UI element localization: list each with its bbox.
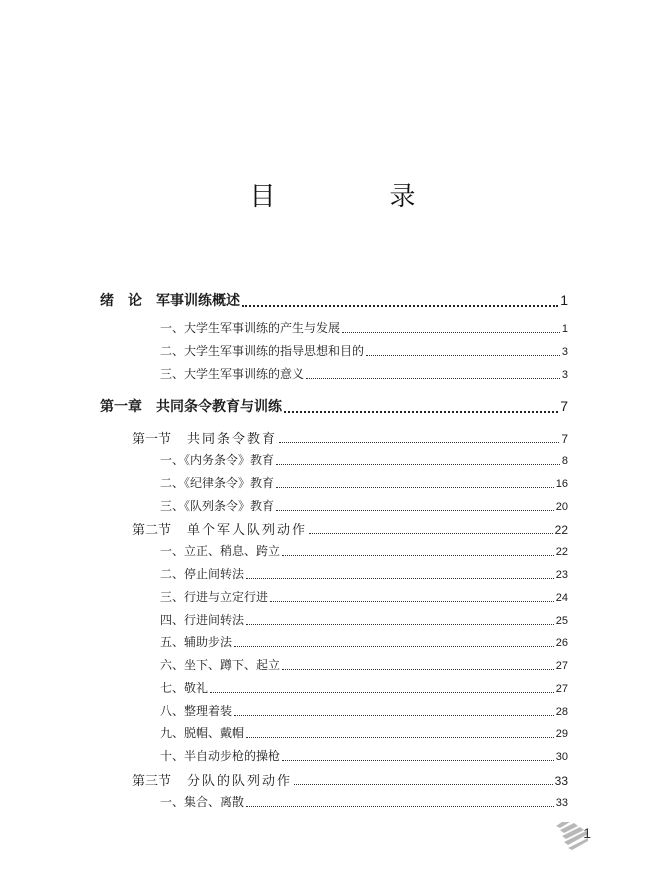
toc-leader-dots [306,378,560,379]
toc-item-row [160,565,568,582]
toc-entry-label [160,747,280,764]
toc-leader-dots [210,692,554,693]
toc-entry-label [160,451,274,468]
toc-entry-label [132,519,307,538]
toc-leader-dots [234,646,554,647]
toc-entry-label [160,342,364,359]
toc-entry-label [160,565,244,582]
toc-entry-title: 二、《纪律条令》教育 [160,476,275,490]
toc-leader-dots [282,555,554,556]
toc-leader-dots [246,737,554,738]
toc-entry-title: 九、脱帽、戴帽 [160,726,245,740]
toc-page-number: 33 [555,797,568,809]
toc-leader-dots [279,442,559,443]
toc-entry-title: 三、《队列条令》教育 [160,499,275,513]
page-title: 目 录 [249,182,460,212]
toc-section-row [132,519,568,538]
toc-page-number: 3 [561,369,568,381]
toc-entry-title: 四、行进间转法 [160,613,245,627]
toc-page-number: 7 [561,432,568,446]
toc-entry-title: 六、坐下、蹲下、起立 [160,658,281,672]
toc-leader-dots [342,332,560,333]
toc-entry-title: 一、《内务条令》教育 [160,453,275,467]
toc-entry-title: 共同条令教育 [187,432,278,447]
toc-page-number: 23 [555,569,568,581]
toc-entry-label [160,633,232,650]
toc-entry-label [160,656,280,673]
toc-page-number: 33 [554,774,568,788]
toc-item-row [160,793,568,810]
toc-entry-label [160,702,232,719]
toc-page-number: 28 [555,706,568,718]
toc-entry-label [160,679,208,696]
toc-page-number: 22 [555,546,568,558]
toc-leader-dots [366,355,560,356]
toc-page-number: 22 [554,523,568,537]
toc-item-row [160,474,568,491]
toc-page-number: 24 [555,592,568,604]
toc-page-number: 3 [561,346,568,358]
toc-entry-label [160,793,244,810]
toc-page-number: 20 [555,501,568,513]
toc-page-number: 29 [555,728,568,740]
toc-page-number: 27 [555,683,568,695]
toc-leader-dots [234,715,554,716]
toc-page-number: 7 [560,398,568,414]
toc-item-row [160,724,568,741]
toc-entry-title: 七、敬礼 [160,681,209,695]
toc-entry-label [160,474,274,491]
toc-leader-dots [242,305,558,307]
toc-entry-title: 一、立正、稍息、跨立 [160,544,281,558]
toc-entry-label [160,588,268,605]
toc-page-number: 30 [555,751,568,763]
toc-item-row [160,679,568,696]
toc-entry-title: 二、大学生军事训练的指导思想和目的 [160,344,365,358]
toc-item-row [160,656,568,673]
toc-item-row [160,365,568,382]
toc-entry-title: 一、集合、离散 [160,795,245,809]
toc-page-number: 27 [555,660,568,672]
toc-entry-label [160,724,244,741]
toc-entry-title: 三、行进与立定行进 [160,590,269,604]
toc-item-row [160,702,568,719]
toc-leader-dots [276,487,554,488]
toc-item-row [160,633,568,650]
toc-entry-number: 第二节 [132,523,172,538]
toc-entry-title: 十、半自动步枪的操枪 [160,749,281,763]
toc-entry-label [100,290,240,310]
toc-page-number: 25 [555,615,568,627]
toc-entry-label [132,428,277,447]
toc-entry-label [160,611,244,628]
toc-entry-title: 军事训练概述 [156,293,240,309]
toc-leader-dots [309,533,553,534]
toc-entry-title: 八、整理着装 [160,704,233,718]
toc-item-row [160,319,568,336]
toc-leader-dots [276,510,554,511]
toc-item-row [160,451,568,468]
toc-item-row [160,611,568,628]
toc-item-row [160,497,568,514]
toc-entry-number: 第三节 [132,774,172,789]
page-number: 1 [583,825,591,841]
toc-entry-label [160,319,340,336]
toc-page-number: 1 [560,292,568,308]
toc-entry-title: 三、大学生军事训练的意义 [160,367,305,381]
toc-entry-title: 一、大学生军事训练的产生与发展 [160,321,341,335]
toc-leader-dots [270,601,554,602]
toc-entry-title: 五、辅助步法 [160,635,233,649]
toc-item-row [160,342,568,359]
toc-leader-dots [282,760,554,761]
toc-entry-title: 分队的队列动作 [187,774,293,789]
toc-section-row [132,770,568,789]
toc-chapter-row [100,290,568,310]
toc-leader-dots [294,784,553,785]
toc-chapter-row [100,396,568,416]
toc-entry-number: 第一章 [100,399,142,415]
toc-leader-dots [246,806,554,807]
toc-entry-number: 绪 论 [100,293,142,309]
toc-item-row [160,542,568,559]
toc-entry-label [132,770,292,789]
toc-page-number: 16 [555,478,568,490]
toc-entry-number: 第一节 [132,432,172,447]
toc-entry-label [100,396,282,416]
toc-leader-dots [284,411,558,413]
toc-leader-dots [246,578,554,579]
toc-page-number: 26 [555,637,568,649]
toc-item-row [160,747,568,764]
toc-entry-label [160,365,304,382]
toc-leader-dots [276,464,560,465]
toc-leader-dots [282,669,554,670]
toc-entry-label [160,497,274,514]
toc-page-number: 1 [561,323,568,335]
toc-section-row [132,428,568,447]
toc-entry-label [160,542,280,559]
toc-entry-title: 二、停止间转法 [160,567,245,581]
toc-entry-title: 单个军人队列动作 [187,523,308,538]
toc-leader-dots [246,624,554,625]
toc-page-number: 8 [561,455,568,467]
toc-item-row [160,588,568,605]
toc-entry-title: 共同条令教育与训练 [156,399,282,415]
